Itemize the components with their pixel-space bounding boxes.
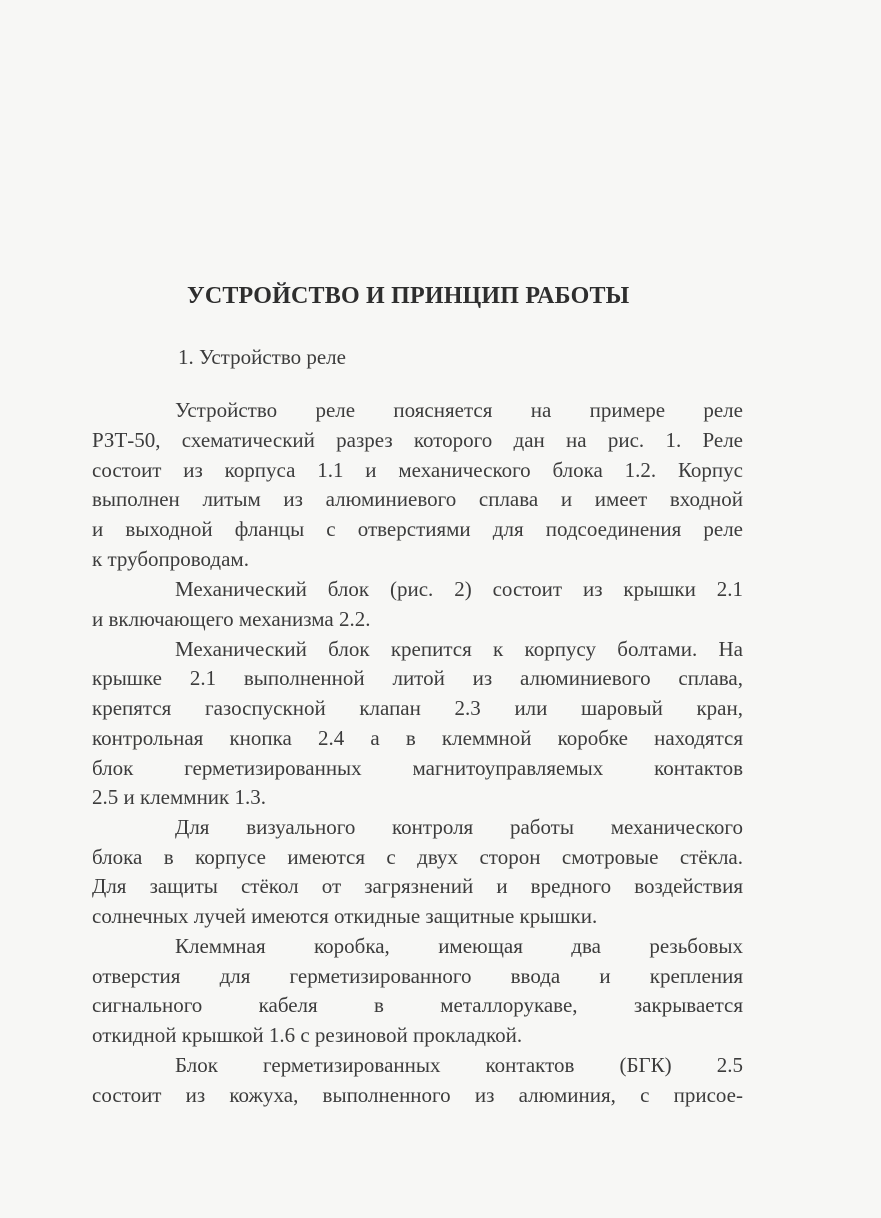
text-line: РЗТ-50, схематический разрез которого дан на рис. 1. Реле — [92, 428, 743, 452]
text-line: к трубопроводам. — [92, 547, 249, 571]
text-line: крышке 2.1 выполненной литой из алюминиевого сплава, — [92, 666, 743, 690]
text-line: контрольная кнопка 2.4 а в клеммной коробке находятся — [92, 726, 743, 750]
section-heading: УСТРОЙСТВО И ПРИНЦИП РАБОТЫ — [187, 283, 630, 309]
text-line: Устройство реле поясняется на примере реле — [175, 398, 743, 422]
text-line: отверстия для герметизированного ввода и крепления — [92, 964, 743, 988]
text-line: Клеммная коробка, имеющая два резьбовых — [175, 934, 743, 958]
text-line: крепятся газоспускной клапан 2.3 или шаровый кран, — [92, 696, 743, 720]
text-line: Для защиты стёкол от загрязнений и вредного воздействия — [92, 874, 743, 898]
text-line: состоит из кожуха, выполненного из алюминия, с присое- — [92, 1083, 743, 1107]
text-line: солнечных лучей имеются откидные защитные крышки. — [92, 904, 598, 928]
text-line: блока в корпусе имеются с двух сторон смотровые стёкла. — [92, 845, 743, 869]
subsection-heading: 1. Устройство реле — [178, 345, 346, 369]
text-line: Для визуального контроля работы механического — [175, 815, 743, 839]
text-line: состоит из корпуса 1.1 и механического блока 1.2. Корпус — [92, 458, 743, 482]
text-line: 2.5 и клеммник 1.3. — [92, 785, 266, 809]
text-line: Механический блок (рис. 2) состоит из крышки 2.1 — [175, 577, 743, 601]
text-line: выполнен литым из алюминиевого сплава и имеет входной — [92, 487, 743, 511]
text-line: и включающего механизма 2.2. — [92, 607, 371, 631]
text-line: сигнального кабеля в металлорукаве, закрывается — [92, 993, 743, 1017]
text-line: блок герметизированных магнитоуправляемых контактов — [92, 756, 743, 780]
text-line: и выходной фланцы с отверстиями для подсоединения реле — [92, 517, 743, 541]
text-line: Механический блок крепится к корпусу болтами. На — [175, 637, 743, 661]
text-line: Блок герметизированных контактов (БГК) 2.5 — [175, 1053, 743, 1077]
text-line: откидной крышкой 1.6 с резиновой прокладкой. — [92, 1023, 523, 1047]
